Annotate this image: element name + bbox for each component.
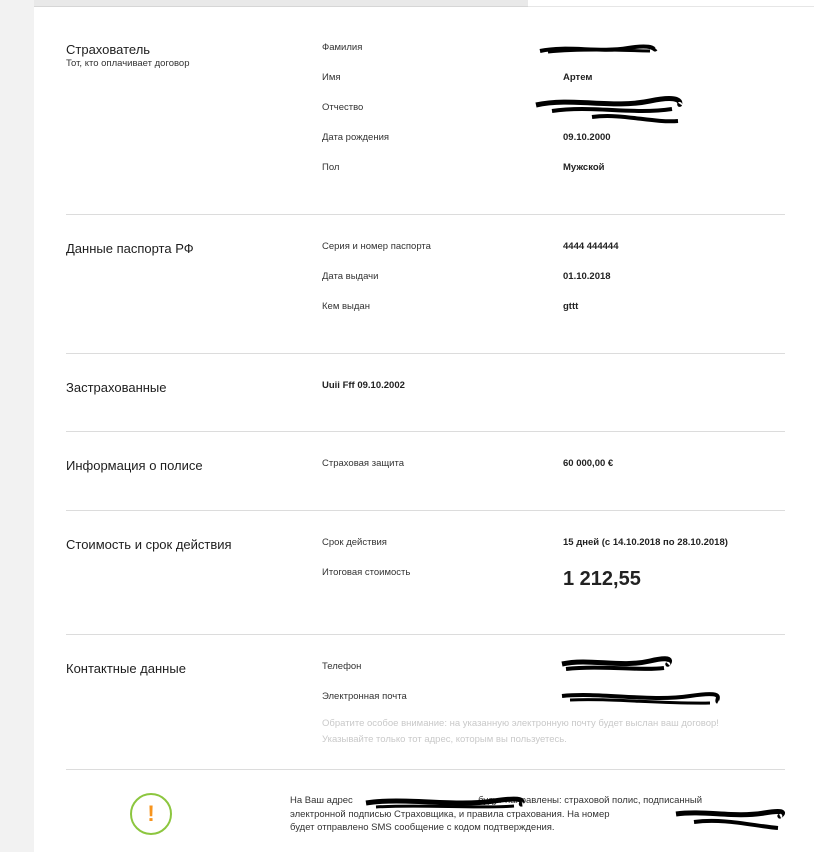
gender-value: Мужской — [563, 162, 605, 173]
policyholder-section — [66, 7, 785, 212]
policyholder-subtitle: Тот, кто оплачивает договор — [66, 58, 190, 69]
exclamation-icon: ! — [130, 793, 172, 835]
policy-title: Информация о полисе — [66, 458, 203, 473]
insured-section — [66, 353, 785, 431]
coverage-label: Страховая защита — [322, 458, 405, 469]
passport-title: Данные паспорта РФ — [66, 241, 194, 256]
issued-by-label: Кем выдан — [322, 301, 370, 312]
passport-section — [66, 214, 785, 354]
contacts-title: Контактные данные — [66, 661, 186, 676]
cost-title: Стоимость и срок действия — [66, 537, 232, 552]
order-summary-card — [34, 7, 814, 852]
tab-inactive[interactable] — [34, 0, 529, 7]
phone-number-redaction — [674, 808, 782, 832]
birth-date-label: Дата рождения — [322, 132, 390, 143]
patronymic-redaction — [532, 95, 682, 127]
delivery-line1-suffix: будут направлены: страховой полис, подписанный — [478, 795, 703, 806]
total-cost-value: 1 212,55 — [563, 568, 641, 590]
coverage-value: 60 000,00 € — [563, 458, 614, 469]
validity-value: 15 дней (с 14.10.2018 по 28.10.2018) — [563, 537, 728, 548]
insured-person-value: Uuii Fff 09.10.2002 — [322, 380, 405, 391]
phone-label: Телефон — [322, 661, 362, 672]
cost-section — [66, 510, 785, 634]
email-notice-line2: Указывайте только тот адрес, которым вы пользуетесь. — [322, 734, 567, 745]
tab-active[interactable] — [528, 0, 814, 7]
policy-section — [66, 431, 785, 510]
gender-label: Пол — [322, 162, 340, 173]
delivery-line1-prefix: На Ваш адрес — [290, 795, 353, 806]
delivery-info-line2: электронной подписью Страховщика, и правила страхования. На номер — [290, 808, 610, 820]
delivery-info-line3: будет отправлено SMS сообщение с кодом подтверждения. — [290, 822, 555, 833]
total-cost-label: Итоговая стоимость — [322, 567, 411, 578]
patronymic-label: Отчество — [322, 102, 364, 113]
issue-date-value: 01.10.2018 — [563, 271, 611, 282]
first-name-value: Артем — [563, 72, 593, 83]
email-notice — [322, 716, 719, 748]
phone-redaction — [560, 656, 670, 674]
contacts-section — [66, 634, 785, 769]
issued-by-value: gttt — [563, 301, 579, 312]
birth-date-value: 09.10.2000 — [563, 132, 611, 143]
address-redaction — [364, 795, 524, 811]
surname-label: Фамилия — [322, 42, 363, 53]
email-label: Электронная почта — [322, 691, 407, 702]
passport-number-label: Серия и номер паспорта — [322, 241, 431, 252]
validity-label: Срок действия — [322, 537, 387, 548]
issue-date-label: Дата выдачи — [322, 271, 379, 282]
email-redaction — [560, 690, 720, 706]
insured-title: Застрахованные — [66, 380, 167, 395]
divider — [66, 769, 785, 770]
surname-redaction — [538, 43, 658, 55]
first-name-label: Имя — [322, 72, 341, 83]
delivery-info-line1 — [290, 794, 760, 808]
policyholder-title: Страхователь — [66, 42, 151, 57]
email-notice-line1: Обратите особое внимание: на указанную электронную почту будет выслан ваш договор! — [322, 718, 719, 729]
passport-number-value: 4444 444444 — [563, 241, 619, 252]
